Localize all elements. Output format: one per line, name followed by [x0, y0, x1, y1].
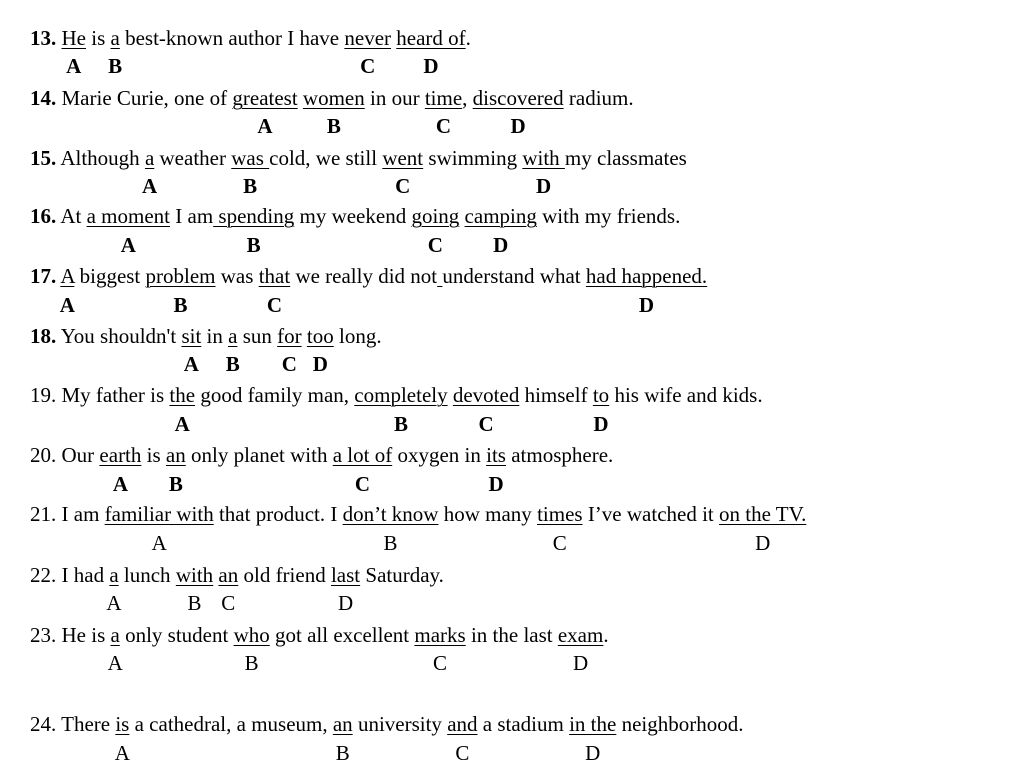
- underlined-option-text: familiar with: [104, 502, 214, 526]
- underlined-option-text: in the: [569, 712, 617, 736]
- option-label-c: C: [221, 591, 236, 615]
- underlined-option-text: times: [537, 502, 583, 526]
- underlined-option-text: going: [411, 204, 460, 228]
- sentence-text: I am: [170, 204, 214, 228]
- underlined-option-text: to: [592, 383, 610, 407]
- option-label-d: D: [510, 114, 526, 138]
- option-label-d: D: [312, 352, 328, 376]
- underlined-option-text: He: [61, 26, 86, 50]
- option-label-c: C: [360, 54, 376, 78]
- question-23-sentence: [30, 621, 609, 649]
- sentence-text: understand what: [442, 264, 586, 288]
- question-number: 15.: [30, 146, 57, 170]
- option-label-c: C: [354, 472, 371, 496]
- sentence-text: only student: [119, 623, 234, 647]
- option-label-a: A: [106, 591, 122, 615]
- question-17-sentence: [30, 262, 707, 290]
- sentence-text: He is: [61, 623, 111, 647]
- underlined-option-text: a: [110, 26, 120, 50]
- underlined-option-text: spending: [213, 204, 295, 228]
- underlined-option-text: its: [486, 443, 506, 467]
- underlined-option-text: never: [344, 26, 392, 50]
- underlined-option-text: a: [144, 146, 155, 170]
- option-label-d: D: [488, 472, 504, 496]
- underlined-option-text: too: [306, 324, 334, 348]
- question-21-sentence: [30, 500, 806, 528]
- sentence-text: atmosphere.: [505, 443, 614, 467]
- option-label-c: C: [266, 293, 283, 317]
- underlined-option-text: discovered: [472, 86, 564, 110]
- sentence-text: At: [60, 204, 87, 228]
- option-label-d: D: [573, 651, 589, 675]
- option-label-d: D: [423, 54, 439, 78]
- sentence-text: is: [141, 443, 166, 467]
- question-number: 16.: [30, 204, 57, 228]
- underlined-option-text: went: [382, 146, 424, 170]
- underlined-option-text: the: [169, 383, 196, 407]
- underlined-option-text: exam: [557, 623, 604, 647]
- underlined-option-text: A: [60, 264, 75, 288]
- sentence-text: My father is: [61, 383, 170, 407]
- sentence-text: You shouldn't: [60, 324, 182, 348]
- underlined-option-text: earth: [99, 443, 142, 467]
- option-label-a: A: [112, 472, 128, 496]
- sentence-text: only planet with: [185, 443, 333, 467]
- option-label-a: A: [174, 412, 190, 436]
- sentence-text: swimming: [423, 146, 523, 170]
- sentence-text: .: [465, 26, 471, 50]
- underlined-option-text: and: [447, 712, 478, 736]
- sentence-text: I’ve watched it: [582, 502, 720, 526]
- option-label-b: B: [326, 114, 341, 138]
- option-label-a: A: [59, 293, 75, 317]
- sentence-text: a stadium: [477, 712, 570, 736]
- sentence-text: how many: [438, 502, 538, 526]
- option-label-d: D: [755, 531, 771, 555]
- question-19-sentence: [30, 381, 763, 409]
- option-label-c: C: [455, 741, 470, 765]
- underlined-option-text: marks: [414, 623, 466, 647]
- sentence-text: Marie Curie, one of: [61, 86, 233, 110]
- underlined-option-text: a: [228, 324, 238, 348]
- sentence-text: with my friends.: [536, 204, 681, 228]
- underlined-option-text: problem: [145, 264, 216, 288]
- question-number: 20.: [30, 443, 57, 467]
- sentence-text: biggest: [74, 264, 146, 288]
- option-label-a: A: [66, 54, 82, 78]
- underlined-option-text: had happened.: [585, 264, 708, 288]
- underlined-option-text: who: [233, 623, 270, 647]
- question-16-sentence: [30, 202, 680, 230]
- option-label-c: C: [433, 651, 448, 675]
- question-number: 23.: [30, 623, 57, 647]
- question-13-sentence: [30, 24, 471, 52]
- option-label-a: A: [257, 114, 273, 138]
- sentence-text: was: [215, 264, 259, 288]
- underlined-option-text: heard of: [396, 26, 466, 50]
- option-label-a: A: [151, 531, 167, 555]
- sentence-text: best-known author I have: [119, 26, 345, 50]
- question-number: 21.: [30, 502, 57, 526]
- option-label-b: B: [108, 54, 123, 78]
- underlined-option-text: an: [165, 443, 186, 467]
- underlined-option-text: with: [522, 146, 565, 170]
- sentence-text: is: [86, 26, 111, 50]
- underlined-option-text: a moment: [86, 204, 170, 228]
- question-20-sentence: [30, 441, 613, 469]
- underlined-option-text: with: [175, 563, 214, 587]
- question-14-sentence: [30, 84, 634, 112]
- sentence-text: Although: [60, 146, 145, 170]
- option-label-d: D: [585, 741, 601, 765]
- question-number: 14.: [30, 86, 57, 110]
- sentence-text: we really did not: [290, 264, 438, 288]
- option-label-c: C: [435, 114, 452, 138]
- sentence-text: I am: [61, 502, 105, 526]
- option-label-d: D: [638, 293, 655, 317]
- underlined-option-text: time: [424, 86, 463, 110]
- underlined-option-text: a: [109, 563, 119, 587]
- option-label-b: B: [393, 412, 408, 436]
- sentence-text: a cathedral, a museum,: [129, 712, 333, 736]
- sentence-text: in our: [364, 86, 425, 110]
- sentence-text: old friend: [238, 563, 331, 587]
- underlined-option-text: women: [302, 86, 365, 110]
- option-label-c: C: [427, 233, 443, 257]
- question-number: 17.: [30, 264, 57, 288]
- option-label-c: C: [395, 174, 411, 198]
- underlined-option-text: last: [330, 563, 361, 587]
- sentence-text: .: [603, 623, 609, 647]
- option-label-a: A: [142, 174, 158, 198]
- underlined-option-text: camping: [464, 204, 537, 228]
- sentence-text: himself: [519, 383, 593, 407]
- option-label-d: D: [493, 233, 509, 257]
- question-number: 18.: [30, 324, 57, 348]
- option-label-c: C: [478, 412, 494, 436]
- underlined-option-text: that: [258, 264, 291, 288]
- option-label-b: B: [383, 531, 398, 555]
- sentence-text: weather: [154, 146, 232, 170]
- underlined-option-text: was: [231, 146, 270, 170]
- sentence-text: university: [352, 712, 448, 736]
- option-label-b: B: [168, 472, 183, 496]
- sentence-text: my weekend: [294, 204, 412, 228]
- sentence-text: good family man,: [195, 383, 355, 407]
- option-label-c: C: [552, 531, 567, 555]
- underlined-option-text: on the TV.: [719, 502, 807, 526]
- option-label-d: D: [593, 412, 609, 436]
- option-label-a: A: [183, 352, 199, 376]
- sentence-text: I had: [61, 563, 110, 587]
- sentence-text: my classmates: [564, 146, 687, 170]
- option-label-b: B: [246, 233, 261, 257]
- option-label-b: B: [225, 352, 240, 376]
- question-number: 22.: [30, 563, 57, 587]
- underlined-option-text: an: [218, 563, 239, 587]
- option-label-b: B: [243, 174, 258, 198]
- underlined-option-text: an: [332, 712, 353, 736]
- sentence-text: long.: [333, 324, 382, 348]
- underlined-option-text: greatest: [232, 86, 298, 110]
- option-label-a: A: [107, 651, 123, 675]
- question-number: 19.: [30, 383, 57, 407]
- underlined-option-text: sit: [181, 324, 202, 348]
- option-label-b: B: [187, 591, 202, 615]
- option-label-d: D: [536, 174, 552, 198]
- underlined-option-text: for: [277, 324, 302, 348]
- underlined-option-text: a: [110, 623, 120, 647]
- sentence-text: radium.: [563, 86, 634, 110]
- underlined-option-text: a lot of: [332, 443, 393, 467]
- question-number: 24.: [30, 712, 57, 736]
- question-18-sentence: [30, 322, 382, 350]
- question-22-sentence: [30, 561, 444, 589]
- question-number: 13.: [30, 26, 57, 50]
- option-label-b: B: [244, 651, 259, 675]
- sentence-text: Our: [61, 443, 100, 467]
- underlined-option-text: completely: [354, 383, 448, 407]
- question-15-sentence: [30, 144, 687, 172]
- question-24-sentence: [30, 710, 744, 738]
- underlined-option-text: don’t know: [342, 502, 439, 526]
- sentence-text: in: [201, 324, 229, 348]
- option-label-c: C: [281, 352, 297, 376]
- sentence-text: There: [61, 712, 116, 736]
- sentence-text: ,: [462, 86, 473, 110]
- sentence-text: sun: [237, 324, 278, 348]
- underlined-option-text: devoted: [452, 383, 520, 407]
- option-label-d: D: [337, 591, 354, 615]
- option-label-b: B: [173, 293, 188, 317]
- sentence-text: his wife and kids.: [609, 383, 763, 407]
- option-label-a: A: [120, 233, 136, 257]
- sentence-text: lunch: [118, 563, 176, 587]
- sentence-text: cold, we still: [269, 146, 383, 170]
- sentence-text: got all excellent: [269, 623, 415, 647]
- option-label-a: A: [114, 741, 130, 765]
- underlined-option-text: is: [115, 712, 130, 736]
- option-label-b: B: [335, 741, 350, 765]
- sentence-text: in the last: [465, 623, 558, 647]
- sentence-text: oxygen in: [392, 443, 487, 467]
- sentence-text: Saturday.: [360, 563, 444, 587]
- sentence-text: neighborhood.: [616, 712, 744, 736]
- sentence-text: that product. I: [213, 502, 343, 526]
